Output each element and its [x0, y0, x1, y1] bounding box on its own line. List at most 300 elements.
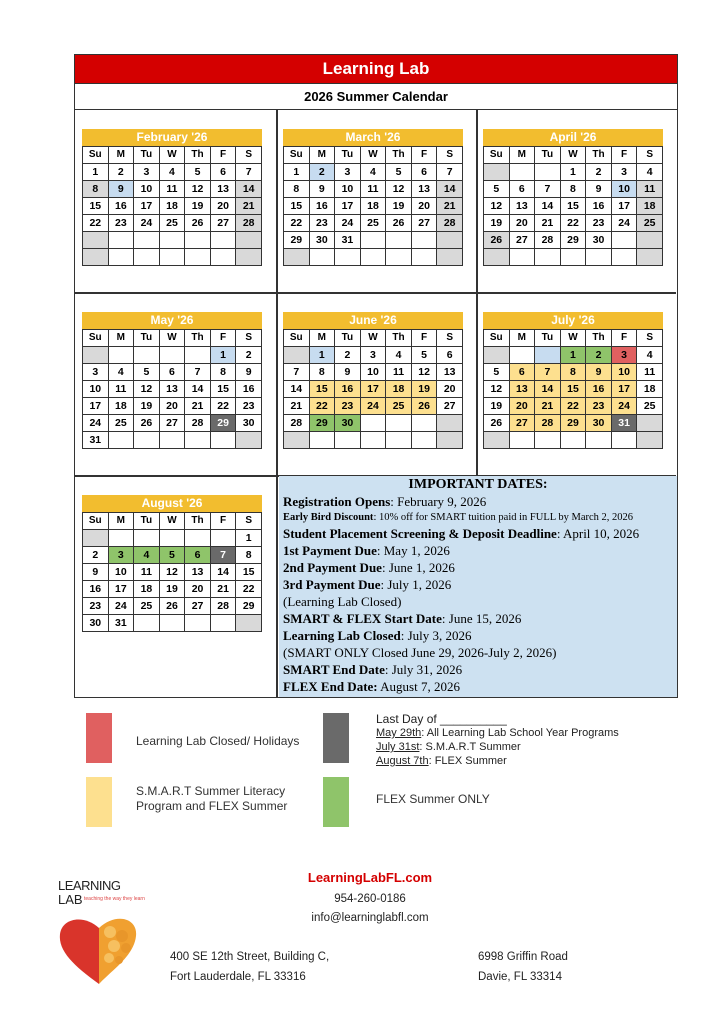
- important-date-line: [283, 610, 673, 627]
- week-row: [484, 215, 663, 232]
- day-cell: 11: [386, 364, 412, 381]
- month-title: March '26: [283, 129, 463, 146]
- day-cell: 6: [437, 347, 463, 364]
- month-grid: [283, 146, 463, 266]
- day-cell: 27: [509, 415, 535, 432]
- weekday-label: Th: [185, 330, 211, 347]
- month-grid: [82, 512, 262, 632]
- day-cell: [83, 347, 109, 364]
- day-cell: 13: [185, 564, 211, 581]
- day-cell: 1: [284, 164, 310, 181]
- day-cell: 25: [159, 215, 185, 232]
- day-cell: 11: [108, 381, 134, 398]
- legend-swatch-smart: [86, 777, 112, 827]
- day-cell: 27: [159, 415, 185, 432]
- day-cell: [159, 615, 185, 632]
- email-address[interactable]: info@learninglabfl.com: [311, 912, 429, 924]
- day-cell: 16: [586, 381, 612, 398]
- week-row: [284, 415, 463, 432]
- weekday-label: F: [210, 513, 236, 530]
- month-march: [283, 129, 463, 266]
- day-cell: 21: [437, 198, 463, 215]
- day-cell: 9: [586, 364, 612, 381]
- day-cell: 28: [284, 415, 310, 432]
- day-cell: 5: [185, 164, 211, 181]
- day-cell: 17: [335, 198, 361, 215]
- day-cell: 2: [335, 347, 361, 364]
- day-cell: 13: [159, 381, 185, 398]
- day-cell: 26: [159, 598, 185, 615]
- day-cell: [509, 164, 535, 181]
- grid-divider: [276, 476, 278, 697]
- week-row: [83, 615, 262, 632]
- day-cell: 17: [108, 581, 134, 598]
- day-cell: 11: [637, 364, 663, 381]
- month-july: [483, 312, 663, 449]
- day-cell: 5: [386, 164, 412, 181]
- important-date-line: [283, 542, 673, 559]
- phone-number: 954-260-0186: [334, 893, 406, 905]
- weekday-label: S: [637, 147, 663, 164]
- day-cell: 23: [586, 215, 612, 232]
- weekday-label: M: [108, 147, 134, 164]
- day-cell: 25: [360, 215, 386, 232]
- day-cell: 8: [210, 364, 236, 381]
- day-cell: 30: [236, 415, 262, 432]
- day-cell: [484, 249, 510, 266]
- week-row: [284, 164, 463, 181]
- day-cell: [159, 347, 185, 364]
- month-may: [82, 312, 262, 449]
- weekday-label: W: [560, 147, 586, 164]
- day-cell: 2: [586, 164, 612, 181]
- day-cell: 26: [411, 398, 437, 415]
- address-1-line1: 400 SE 12th Street, Building C,: [170, 951, 330, 963]
- weekday-label: Th: [185, 147, 211, 164]
- day-cell: [560, 432, 586, 449]
- weekday-label: M: [108, 330, 134, 347]
- month-title: February '26: [82, 129, 262, 146]
- day-cell: 31: [108, 615, 134, 632]
- day-cell: 7: [284, 364, 310, 381]
- day-cell: 22: [284, 215, 310, 232]
- weekday-label: Su: [83, 147, 109, 164]
- lastday-desc: : FLEX Summer: [428, 755, 507, 767]
- day-cell: 24: [134, 215, 160, 232]
- weekday-header-row: [484, 330, 663, 347]
- day-cell: 30: [309, 232, 335, 249]
- day-cell: [335, 249, 361, 266]
- month-title: April '26: [483, 129, 663, 146]
- day-cell: 14: [437, 181, 463, 198]
- day-cell: 10: [611, 181, 637, 198]
- day-cell: 26: [484, 232, 510, 249]
- day-cell: 14: [185, 381, 211, 398]
- day-cell: 9: [236, 364, 262, 381]
- day-cell: 6: [509, 364, 535, 381]
- day-cell: 12: [185, 181, 211, 198]
- day-cell: 28: [437, 215, 463, 232]
- day-cell: 2: [236, 347, 262, 364]
- day-cell: 5: [134, 364, 160, 381]
- day-cell: 28: [236, 215, 262, 232]
- day-cell: [535, 249, 561, 266]
- day-cell: 6: [411, 164, 437, 181]
- week-row: [83, 432, 262, 449]
- page-title: Learning Lab: [75, 55, 677, 83]
- week-row: [83, 415, 262, 432]
- day-cell: 17: [83, 398, 109, 415]
- day-cell: [509, 347, 535, 364]
- day-cell: 25: [386, 398, 412, 415]
- day-cell: [411, 415, 437, 432]
- month-june: [283, 312, 463, 449]
- day-cell: 2: [83, 547, 109, 564]
- day-cell: [210, 615, 236, 632]
- day-cell: [637, 232, 663, 249]
- day-cell: 10: [335, 181, 361, 198]
- day-cell: 5: [411, 347, 437, 364]
- day-cell: 22: [560, 398, 586, 415]
- website-link[interactable]: LearningLabFL.com: [307, 870, 433, 885]
- weekday-label: M: [509, 147, 535, 164]
- day-cell: 14: [284, 381, 310, 398]
- day-cell: 12: [159, 564, 185, 581]
- weekday-label: M: [108, 513, 134, 530]
- day-cell: 25: [637, 398, 663, 415]
- day-cell: 25: [134, 598, 160, 615]
- lastday-desc: : S.M.A.R.T Summer: [419, 741, 521, 753]
- month-grid: [483, 146, 663, 266]
- day-cell: 1: [83, 164, 109, 181]
- weekday-label: F: [210, 330, 236, 347]
- important-date-line: [283, 559, 673, 576]
- day-cell: 16: [586, 198, 612, 215]
- day-cell: 8: [560, 181, 586, 198]
- day-cell: 15: [236, 564, 262, 581]
- day-cell: 20: [411, 198, 437, 215]
- day-cell: 30: [335, 415, 361, 432]
- day-cell: [360, 249, 386, 266]
- week-row: [484, 432, 663, 449]
- month-august: [82, 495, 262, 632]
- grid-divider: [75, 292, 676, 294]
- legend-label-smart: [136, 784, 287, 814]
- heart-brain-icon: [54, 906, 144, 986]
- day-cell: 24: [360, 398, 386, 415]
- day-cell: [210, 232, 236, 249]
- day-cell: 25: [637, 215, 663, 232]
- day-cell: 11: [134, 564, 160, 581]
- day-cell: 8: [236, 547, 262, 564]
- day-cell: [185, 615, 211, 632]
- day-cell: [108, 530, 134, 547]
- day-cell: 15: [560, 198, 586, 215]
- week-row: [284, 232, 463, 249]
- weekday-label: M: [309, 330, 335, 347]
- day-cell: 29: [309, 415, 335, 432]
- important-date-value: : July 31, 2026: [384, 662, 463, 677]
- day-cell: 12: [134, 381, 160, 398]
- day-cell: 21: [210, 581, 236, 598]
- day-cell: 20: [210, 198, 236, 215]
- day-cell: 9: [83, 564, 109, 581]
- day-cell: 27: [210, 215, 236, 232]
- day-cell: [185, 530, 211, 547]
- day-cell: 14: [210, 564, 236, 581]
- calendar-subtitle: 2026 Summer Calendar: [75, 83, 677, 110]
- week-row: [284, 198, 463, 215]
- day-cell: [386, 249, 412, 266]
- day-cell: [159, 249, 185, 266]
- day-cell: [159, 432, 185, 449]
- day-cell: 21: [284, 398, 310, 415]
- day-cell: [484, 164, 510, 181]
- day-cell: [535, 432, 561, 449]
- week-row: [284, 364, 463, 381]
- day-cell: 22: [83, 215, 109, 232]
- day-cell: 22: [236, 581, 262, 598]
- day-cell: 13: [411, 181, 437, 198]
- day-cell: 8: [284, 181, 310, 198]
- day-cell: 9: [335, 364, 361, 381]
- day-cell: 11: [360, 181, 386, 198]
- day-cell: 16: [236, 381, 262, 398]
- weekday-label: F: [611, 330, 637, 347]
- day-cell: 26: [134, 415, 160, 432]
- day-cell: 29: [284, 232, 310, 249]
- important-date-label: 1st Payment Due: [283, 543, 377, 558]
- important-date-line: [283, 576, 673, 593]
- day-cell: 23: [236, 398, 262, 415]
- logo-tagline: teaching the way they learn: [84, 896, 145, 902]
- important-date-value: : May 1, 2026: [376, 543, 450, 558]
- weekday-label: Th: [586, 147, 612, 164]
- week-row: [83, 398, 262, 415]
- day-cell: 7: [185, 364, 211, 381]
- day-cell: 17: [134, 198, 160, 215]
- legend-label-smart-line2: Program and FLEX Summer: [136, 799, 288, 813]
- month-grid: [82, 146, 262, 266]
- day-cell: 4: [134, 547, 160, 564]
- week-row: [83, 598, 262, 615]
- day-cell: 24: [108, 598, 134, 615]
- day-cell: 17: [611, 381, 637, 398]
- week-row: [83, 347, 262, 364]
- day-cell: 13: [509, 381, 535, 398]
- day-cell: [83, 232, 109, 249]
- weekday-label: W: [560, 330, 586, 347]
- day-cell: [360, 415, 386, 432]
- week-row: [83, 198, 262, 215]
- day-cell: 30: [586, 415, 612, 432]
- address-1-line2: Fort Lauderdale, FL 33316: [170, 971, 306, 983]
- weekday-header-row: [83, 330, 262, 347]
- important-date-value: : 10% off for SMART tuition paid in FULL by March 2, 2026: [373, 512, 634, 523]
- day-cell: 10: [611, 364, 637, 381]
- important-date-label: Early Bird Discount: [283, 512, 374, 523]
- day-cell: 22: [560, 215, 586, 232]
- important-date-value: : July 3, 2026: [400, 628, 472, 643]
- day-cell: 2: [309, 164, 335, 181]
- day-cell: 25: [108, 415, 134, 432]
- day-cell: 18: [637, 381, 663, 398]
- day-cell: 3: [108, 547, 134, 564]
- day-cell: [611, 432, 637, 449]
- legend-label-closed: Learning Lab Closed/ Holidays: [136, 734, 300, 748]
- day-cell: [210, 249, 236, 266]
- weekday-header-row: [284, 330, 463, 347]
- day-cell: 4: [108, 364, 134, 381]
- day-cell: 24: [611, 398, 637, 415]
- important-date-label: 3rd Payment Due: [283, 577, 381, 592]
- day-cell: 5: [484, 181, 510, 198]
- weekday-label: W: [159, 513, 185, 530]
- day-cell: 12: [386, 181, 412, 198]
- day-cell: 26: [484, 415, 510, 432]
- logo-text: LEARNING: [58, 878, 121, 893]
- weekday-label: S: [236, 513, 262, 530]
- weekday-label: Tu: [535, 147, 561, 164]
- week-row: [484, 164, 663, 181]
- day-cell: 20: [509, 398, 535, 415]
- lastday-date: August 7th: [376, 755, 429, 767]
- weekday-header-row: [83, 513, 262, 530]
- address-2-line1: 6998 Griffin Road: [478, 951, 568, 963]
- day-cell: 28: [185, 415, 211, 432]
- day-cell: 8: [560, 364, 586, 381]
- day-cell: 26: [185, 215, 211, 232]
- week-row: [284, 381, 463, 398]
- weekday-label: Tu: [134, 330, 160, 347]
- day-cell: 24: [83, 415, 109, 432]
- week-row: [83, 232, 262, 249]
- important-dates-title: IMPORTANT DATES:: [408, 477, 548, 492]
- day-cell: 26: [386, 215, 412, 232]
- day-cell: 17: [360, 381, 386, 398]
- day-cell: [159, 530, 185, 547]
- day-cell: 19: [134, 398, 160, 415]
- day-cell: [335, 432, 361, 449]
- day-cell: 3: [360, 347, 386, 364]
- day-cell: 27: [437, 398, 463, 415]
- day-cell: 4: [637, 347, 663, 364]
- day-cell: 7: [535, 181, 561, 198]
- day-cell: 20: [437, 381, 463, 398]
- day-cell: 20: [159, 398, 185, 415]
- month-grid: [483, 329, 663, 449]
- weekday-header-row: [83, 147, 262, 164]
- day-cell: [159, 232, 185, 249]
- important-date-line: [283, 627, 673, 644]
- day-cell: 30: [586, 232, 612, 249]
- weekday-label: Tu: [134, 147, 160, 164]
- day-cell: 10: [83, 381, 109, 398]
- day-cell: [108, 232, 134, 249]
- day-cell: [509, 249, 535, 266]
- important-date-line: [283, 678, 673, 695]
- day-cell: [236, 249, 262, 266]
- day-cell: 12: [411, 364, 437, 381]
- day-cell: 10: [360, 364, 386, 381]
- day-cell: 31: [611, 415, 637, 432]
- week-row: [83, 181, 262, 198]
- day-cell: 4: [637, 164, 663, 181]
- day-cell: [437, 249, 463, 266]
- week-row: [284, 181, 463, 198]
- week-row: [284, 249, 463, 266]
- day-cell: 31: [83, 432, 109, 449]
- week-row: [83, 581, 262, 598]
- day-cell: 1: [560, 164, 586, 181]
- month-grid: [82, 329, 262, 449]
- day-cell: [535, 347, 561, 364]
- day-cell: 4: [386, 347, 412, 364]
- day-cell: 13: [210, 181, 236, 198]
- legend-swatch-closed: [86, 713, 112, 763]
- day-cell: [484, 347, 510, 364]
- day-cell: 16: [309, 198, 335, 215]
- day-cell: 29: [560, 415, 586, 432]
- day-cell: 28: [535, 415, 561, 432]
- day-cell: 30: [83, 615, 109, 632]
- day-cell: [360, 232, 386, 249]
- day-cell: 19: [185, 198, 211, 215]
- weekday-label: W: [159, 330, 185, 347]
- day-cell: 23: [309, 215, 335, 232]
- week-row: [83, 547, 262, 564]
- day-cell: [411, 232, 437, 249]
- day-cell: [437, 232, 463, 249]
- important-date-label: SMART & FLEX Start Date: [283, 611, 442, 626]
- day-cell: 4: [360, 164, 386, 181]
- important-date-line: [283, 661, 673, 678]
- important-date-value: August 7, 2026: [377, 679, 460, 694]
- weekday-label: F: [411, 147, 437, 164]
- important-date-line: [283, 525, 673, 542]
- day-cell: [386, 232, 412, 249]
- day-cell: [586, 432, 612, 449]
- day-cell: 16: [108, 198, 134, 215]
- day-cell: 6: [509, 181, 535, 198]
- day-cell: [134, 432, 160, 449]
- week-row: [484, 181, 663, 198]
- address-2-line2: Davie, FL 33314: [478, 971, 562, 983]
- day-cell: 1: [560, 347, 586, 364]
- day-cell: [134, 530, 160, 547]
- day-cell: 16: [335, 381, 361, 398]
- day-cell: 18: [159, 198, 185, 215]
- important-date-label: Learning Lab Closed: [283, 628, 401, 643]
- week-row: [484, 415, 663, 432]
- day-cell: 6: [210, 164, 236, 181]
- day-cell: [535, 164, 561, 181]
- day-cell: 27: [411, 215, 437, 232]
- day-cell: [284, 249, 310, 266]
- month-title: August '26: [82, 495, 262, 512]
- day-cell: 24: [611, 215, 637, 232]
- day-cell: 9: [309, 181, 335, 198]
- important-dates-list: [283, 493, 673, 695]
- day-cell: [185, 232, 211, 249]
- day-cell: 23: [335, 398, 361, 415]
- day-cell: 29: [560, 232, 586, 249]
- important-date-value: (SMART ONLY Closed June 29, 2026-July 2, 2026): [283, 645, 557, 660]
- weekday-label: F: [411, 330, 437, 347]
- day-cell: [210, 530, 236, 547]
- day-cell: 21: [535, 398, 561, 415]
- legend-label-flex: FLEX Summer ONLY: [376, 792, 490, 806]
